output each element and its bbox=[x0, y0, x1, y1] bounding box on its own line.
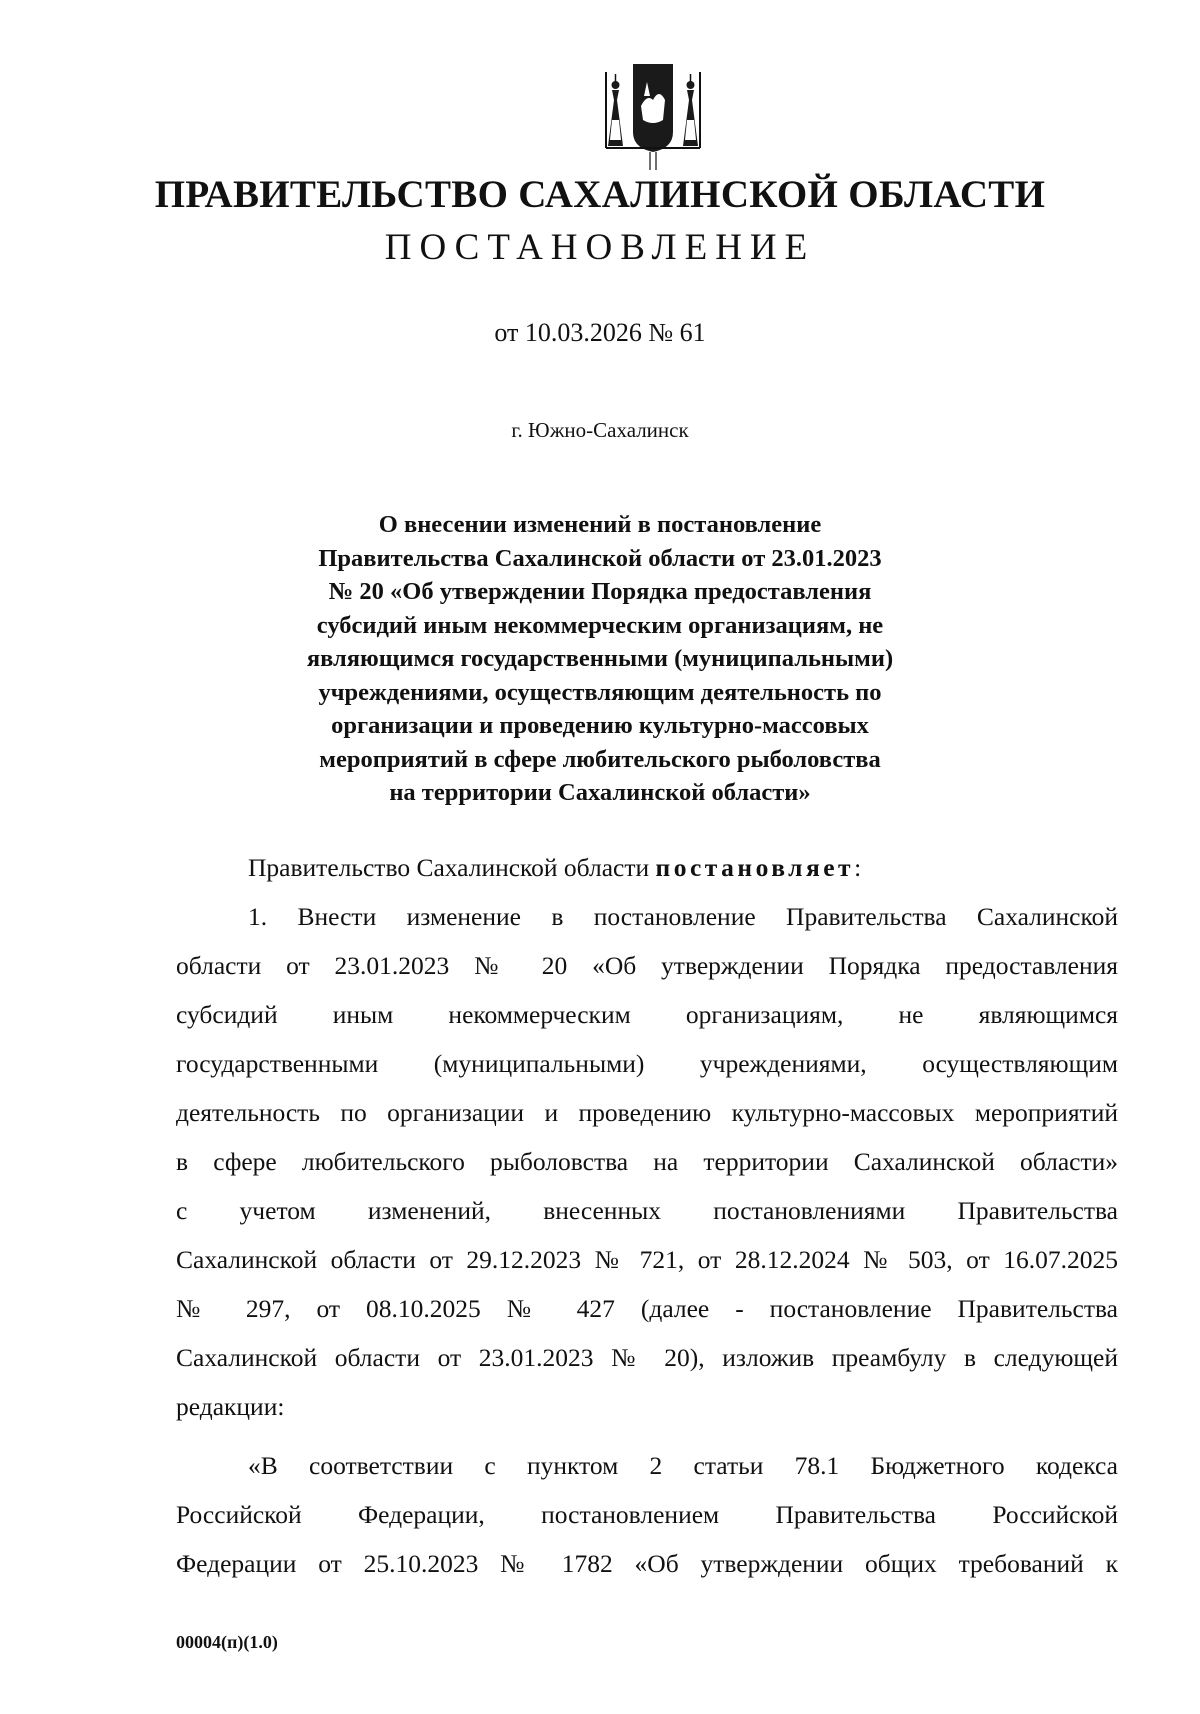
government-title: ПРАВИТЕЛЬСТВО САХАЛИНСКОЙ ОБЛАСТИ bbox=[154, 173, 1046, 216]
subject-line: мероприятий в сфере любительского рыболовства bbox=[319, 745, 881, 773]
item1-line: деятельность по организации и проведению культурно-массовых мероприятий bbox=[176, 1098, 1118, 1127]
item1-line: субсидий иным некоммерческим организациям, не являющимся bbox=[176, 1000, 1118, 1029]
subject-line: учреждениями, осуществляющим деятельность по bbox=[318, 678, 882, 706]
document-city: г. Южно-Сахалинск bbox=[511, 418, 689, 442]
intro-text: Правительство Сахалинской области bbox=[248, 853, 656, 882]
intro-emphasis: постановляет bbox=[655, 853, 855, 882]
subject-line: № 20 «Об утверждении Порядка предоставления bbox=[328, 578, 872, 605]
subject-line: О внесении изменений в постановление bbox=[378, 511, 822, 538]
subject-line: организации и проведению культурно-массовых bbox=[331, 712, 869, 739]
item1-line: с учетом изменений, внесенных постановлениями Правительства bbox=[176, 1196, 1118, 1225]
quote-line: «В соответствии с пунктом 2 статьи 78.1 Бюджетного кодекса bbox=[248, 1451, 1118, 1480]
item1-line: 1. Внести изменение в постановление Правительства Сахалинской bbox=[248, 902, 1118, 931]
item1-line: государственными (муниципальными) учреждениями, осуществляющим bbox=[176, 1049, 1118, 1078]
item1-line: Сахалинской области от 23.01.2023 № 20), изложив преамбулу в следующей bbox=[176, 1343, 1118, 1372]
item1-line: № 297, от 08.10.2025 № 427 (далее - постановление Правительства bbox=[176, 1294, 1118, 1323]
document-subject bbox=[250, 508, 950, 810]
item1-line: в сфере любительского рыболовства на территории Сахалинской области» bbox=[176, 1147, 1118, 1176]
document-type: ПОСТАНОВЛЕНИЕ bbox=[384, 227, 816, 268]
document-date-number: от 10.03.2026 № 61 bbox=[494, 318, 706, 347]
subject-line: на территории Сахалинской области» bbox=[389, 779, 811, 806]
subject-line: являющимся государственными (муниципальными) bbox=[306, 645, 894, 672]
item1-line: Сахалинской области от 29.12.2023 № 721, от 28.12.2024 № 503, от 16.07.2025 bbox=[176, 1245, 1118, 1274]
intro-colon: : bbox=[854, 853, 862, 882]
subject-line: Правительства Сахалинской области от 23.01.2023 bbox=[318, 544, 882, 572]
sakhalin-coat-of-arms-icon bbox=[603, 60, 703, 172]
quote-line: Федерации от 25.10.2023 № 1782 «Об утверждении общих требований к bbox=[176, 1549, 1118, 1578]
item1-line: области от 23.01.2023 № 20 «Об утверждении Порядка предоставления bbox=[176, 951, 1118, 980]
item1-line: редакции: bbox=[176, 1392, 285, 1421]
quote-line: Российской Федерации, постановлением Правительства Российской bbox=[176, 1500, 1118, 1529]
subject-line: субсидий иным некоммерческим организациям, не bbox=[316, 611, 884, 639]
intro-paragraph bbox=[248, 851, 1118, 885]
footer-form-code: 00004(п)(1.0) bbox=[176, 1632, 278, 1652]
